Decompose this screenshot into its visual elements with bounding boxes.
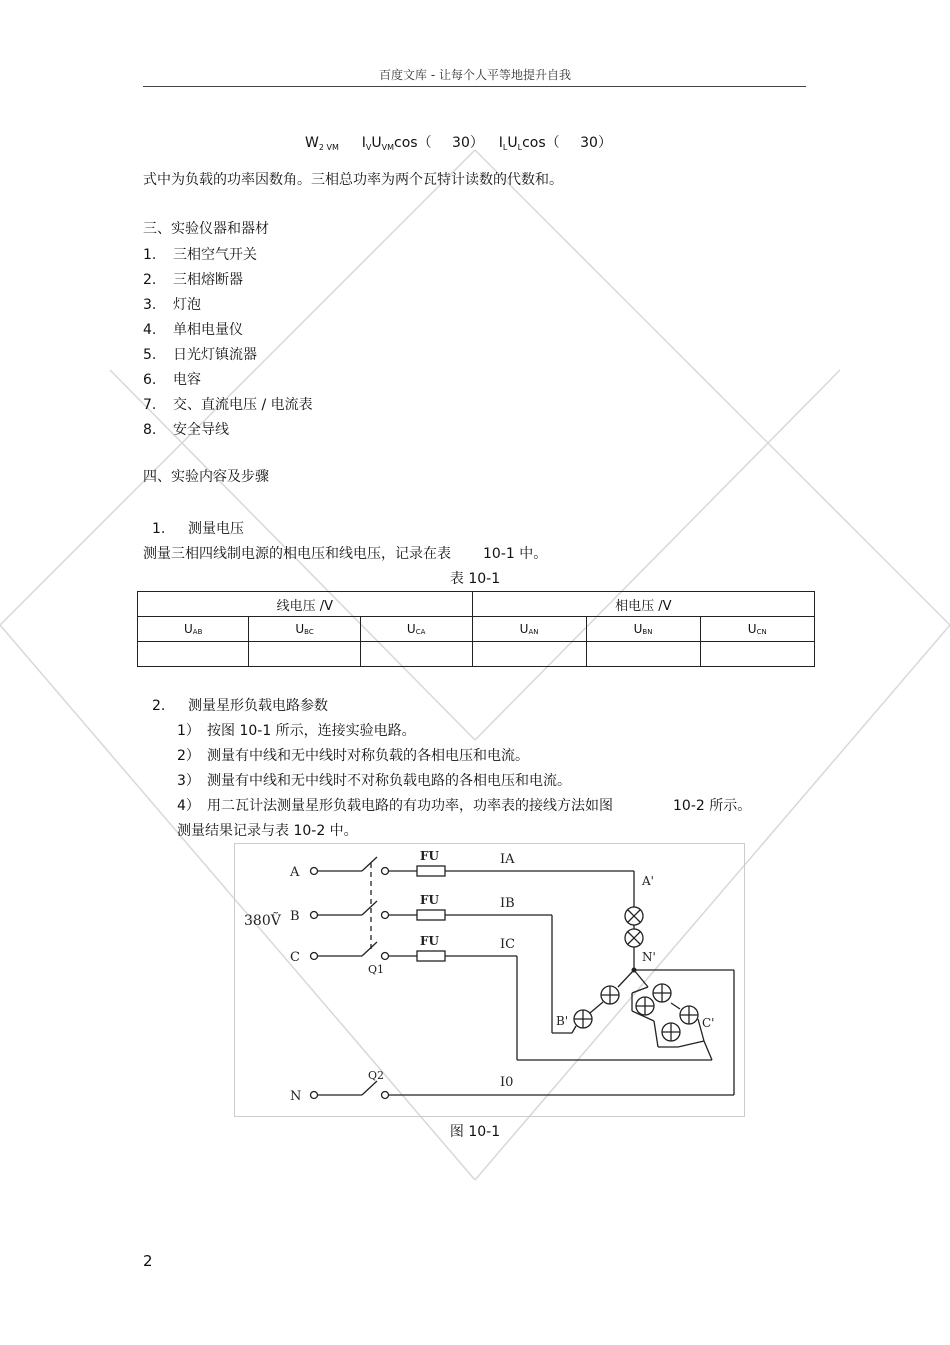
- terminal-n: [311, 1092, 318, 1099]
- label-q2: Q2: [368, 1069, 385, 1082]
- table-cell: [249, 642, 360, 667]
- list-item: [143, 321, 243, 339]
- list-item-text: 安全导线: [173, 422, 229, 438]
- formula-close1: ）: [469, 135, 484, 151]
- formula-il: I: [498, 135, 503, 151]
- column-header-u: U: [747, 622, 757, 636]
- switch-q1-a: [362, 857, 377, 871]
- list-item-text: 三相熔断器: [173, 272, 243, 288]
- list-item-text: 电容: [173, 372, 201, 388]
- list-item: [143, 421, 229, 439]
- formula-w-sub: 2 VM: [318, 143, 339, 152]
- power-formula: [305, 132, 612, 152]
- column-header-sub: BC: [304, 628, 314, 636]
- section4-title: 四、实验内容及步骤: [143, 469, 269, 485]
- page-number: 2: [143, 1252, 153, 1270]
- step1-num: 1.: [152, 521, 166, 537]
- column-header: [249, 617, 360, 642]
- step1-title: 测量电压: [188, 521, 244, 537]
- list-item-num: 1.: [143, 247, 157, 263]
- list-item: [143, 396, 313, 414]
- list-item-num: 4.: [143, 322, 157, 338]
- formula-w: W: [305, 135, 319, 151]
- list-item-text: 灯泡: [173, 297, 201, 313]
- label-ic: IC: [500, 937, 516, 952]
- formula-note: 式中为负载的功率因数角。三相总功率为两个瓦特计读数的代数和。: [143, 172, 563, 188]
- table-cell: [360, 642, 472, 667]
- fuse-c: [417, 951, 445, 961]
- section3-title: 三、实验仪器和器材: [143, 221, 269, 237]
- substep: [177, 747, 529, 765]
- switch-q2: [362, 1081, 377, 1095]
- list-item-text: 交、直流电压 / 电流表: [173, 397, 313, 413]
- column-header-u: U: [184, 622, 193, 636]
- voltage-table: [137, 591, 815, 667]
- column-header-sub: BN: [642, 628, 653, 636]
- list-item: [143, 371, 201, 389]
- fuse-b: [417, 910, 445, 920]
- step1-desc-ref: 10-1 中。: [483, 546, 548, 562]
- step1-heading: [152, 520, 244, 538]
- terminal-b: [311, 912, 318, 919]
- formula-cos1: cos（: [394, 135, 432, 151]
- label-b: B: [290, 909, 300, 924]
- label-i0: I0: [500, 1075, 514, 1090]
- switch-q1-b: [362, 901, 377, 915]
- formula-uvm-sub: VM: [381, 143, 395, 152]
- column-header: [360, 617, 472, 642]
- substep: [177, 797, 751, 815]
- list-item-num: 8.: [143, 422, 157, 438]
- substep-text: 按图 10-1 所示，连接实验电路。: [207, 723, 416, 739]
- table-cell: [586, 642, 700, 667]
- label-c: C: [290, 950, 300, 965]
- column-header-sub: CA: [415, 628, 426, 636]
- table-cell: [700, 642, 814, 667]
- label-fu-b: FU: [420, 893, 439, 907]
- column-header-u: U: [519, 622, 529, 636]
- switch-q1-c: [362, 942, 377, 956]
- column-header: [700, 617, 814, 642]
- substep-num: 4）: [177, 798, 200, 814]
- list-item-num: 3.: [143, 297, 157, 313]
- label-ib: IB: [500, 896, 515, 911]
- label-a-prime: A': [642, 874, 654, 888]
- step2-title: 测量星形负载电路参数: [188, 698, 328, 714]
- circuit-diagram: [234, 843, 745, 1117]
- label-c-prime: C': [702, 1016, 715, 1030]
- label-n: N: [290, 1089, 302, 1104]
- step2-heading: [152, 697, 328, 715]
- group-header-phase-voltage: 相电压 /V: [472, 592, 814, 617]
- terminal-a: [311, 868, 318, 875]
- step1-desc: [143, 545, 547, 563]
- label-fu-a: FU: [420, 849, 439, 863]
- terminal-c: [311, 953, 318, 960]
- list-item-num: 2.: [143, 272, 157, 288]
- header-rule: [143, 86, 806, 87]
- label-n-prime: N': [642, 950, 656, 964]
- substep: [177, 772, 571, 790]
- list-item-text: 日光灯镇流器: [173, 347, 257, 363]
- label-ia: IA: [500, 852, 515, 867]
- substep-text: 测量有中线和无中线时对称负载的各相电压和电流。: [207, 748, 529, 764]
- list-item-num: 5.: [143, 347, 157, 363]
- formula-uvm: U: [371, 135, 382, 151]
- label-a: A: [290, 865, 300, 880]
- group-header-line-voltage: 线电压 /V: [138, 592, 473, 617]
- list-item: [143, 246, 257, 264]
- list-item: [143, 271, 243, 289]
- list-item-num: 7.: [143, 397, 157, 413]
- column-header-u: U: [406, 622, 416, 636]
- star-node: [632, 968, 637, 973]
- substep-num: 3）: [177, 773, 200, 789]
- formula-ul-sub: L: [517, 143, 523, 152]
- column-header-sub: AB: [192, 628, 203, 636]
- column-header: [472, 617, 586, 642]
- fuse-a: [417, 866, 445, 876]
- column-header-u: U: [633, 622, 643, 636]
- formula-ul: U: [507, 135, 518, 151]
- table-cell: [138, 642, 249, 667]
- page-header: 百度文库 - 让每个人平等地提升自我: [379, 68, 571, 82]
- list-item: [143, 296, 201, 314]
- column-header: [138, 617, 249, 642]
- formula-iv: I: [361, 135, 366, 151]
- formula-il-sub: L: [502, 143, 508, 152]
- list-item: [143, 346, 257, 364]
- column-header-u: U: [295, 622, 305, 636]
- substep-text: 用二瓦计法测量星形负载电路的有功功率，功率表的接线方法如图: [207, 798, 613, 814]
- label-q1: Q1: [368, 963, 385, 976]
- formula-num2: 30: [580, 135, 598, 151]
- column-header-sub: CN: [756, 628, 767, 636]
- substep-num: 2）: [177, 748, 200, 764]
- label-fu-c: FU: [420, 934, 439, 948]
- substep-ref: 10-2 所示。: [673, 798, 752, 814]
- substep-num: 1）: [177, 723, 200, 739]
- step2-continuation: 测量结果记录与表 10-2 中。: [177, 823, 358, 839]
- step1-desc-text: 测量三相四线制电源的相电压和线电压，记录在表: [143, 546, 451, 562]
- figure-caption: 图 10-1: [449, 1124, 501, 1140]
- column-header-sub: AN: [528, 628, 539, 636]
- list-item-num: 6.: [143, 372, 157, 388]
- label-voltage: 380Ṽ: [244, 913, 281, 929]
- label-b-prime: B': [556, 1014, 569, 1028]
- formula-iv-sub: V: [365, 143, 372, 152]
- list-item-text: 单相电量仪: [173, 322, 243, 338]
- formula-close2: ）: [597, 135, 612, 151]
- table-cell: [472, 642, 586, 667]
- column-header: [586, 617, 700, 642]
- substep: [177, 722, 416, 740]
- table-caption: 表 10-1: [449, 571, 501, 587]
- formula-num1: 30: [452, 135, 470, 151]
- step2-num: 2.: [152, 698, 166, 714]
- list-item-text: 三相空气开关: [173, 247, 257, 263]
- substep-text: 测量有中线和无中线时不对称负载电路的各相电压和电流。: [207, 773, 571, 789]
- formula-cos2: cos（: [522, 135, 560, 151]
